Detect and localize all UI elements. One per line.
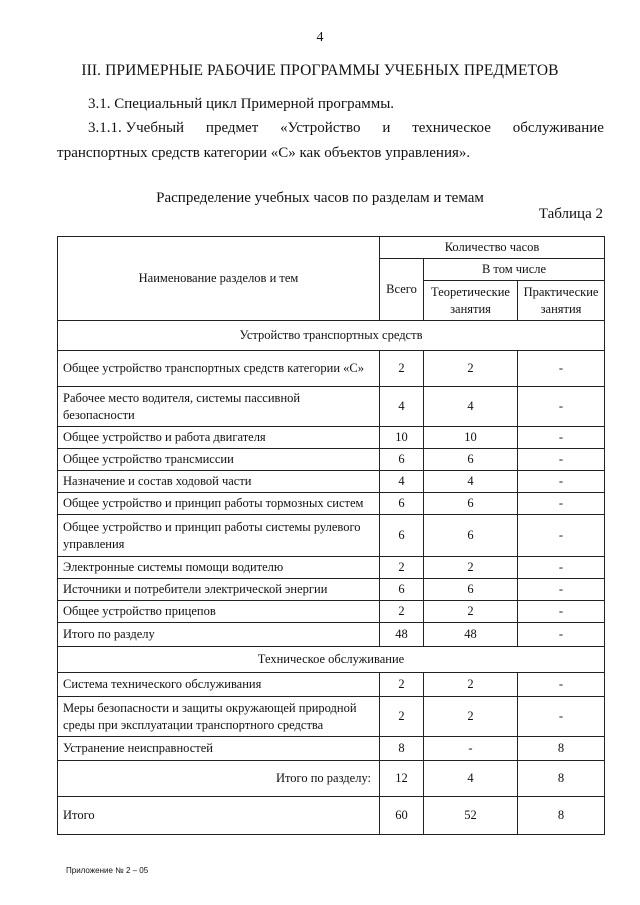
header-total: Всего [380,259,424,321]
subtotal-row [58,761,605,797]
row-practice: - [518,579,605,601]
row-total: 10 [380,427,424,449]
table-row [58,579,605,601]
grand-total-label: Итого [58,797,380,835]
row-name: Система технического обслуживания [58,673,380,697]
table-label: Таблица 2 [538,206,603,222]
row-practice: - [518,449,605,471]
page-number: 4 [316,30,324,45]
table-row [58,601,605,623]
subject-word: предмет [205,120,259,136]
row-practice: - [518,427,605,449]
subtotal-label: Итого по разделу: [58,761,380,797]
grand-total-total: 60 [380,797,424,835]
table-row [58,737,605,761]
table-row [58,449,605,471]
row-name: Итого по разделу [58,623,380,647]
row-name: Электронные системы помощи водителю [58,557,380,579]
distribution-caption: Распределение учебных часов по разделам и темам [156,190,484,206]
row-practice: - [518,601,605,623]
subtotal-theory: 4 [424,761,518,797]
row-name: Назначение и состав ходовой части [58,471,380,493]
row-theory: 10 [424,427,518,449]
header-practice: Практические занятия [518,281,605,321]
row-total: 2 [380,697,424,737]
row-theory: 4 [424,387,518,427]
row-total: 2 [380,673,424,697]
table-row [58,387,605,427]
subtotal-total: 12 [380,761,424,797]
header-hours: Количество часов [380,237,605,259]
table-row [58,623,605,647]
subject-word: техническое [412,120,491,136]
row-practice: - [518,493,605,515]
row-total: 4 [380,471,424,493]
row-total: 2 [380,557,424,579]
row-name: Общее устройство и работа двигателя [58,427,380,449]
header-including: В том числе [424,259,605,281]
table-row [58,673,605,697]
grand-total-row [58,797,605,835]
row-total: 6 [380,515,424,557]
row-theory: 6 [424,449,518,471]
header-name: Наименование разделов и тем [58,237,380,321]
row-practice: - [518,471,605,493]
subsection-heading: 3.1. Специальный цикл Примерной программы. [88,96,395,112]
subject-word: и [382,120,391,136]
row-total: 6 [380,579,424,601]
row-name: Общее устройство трансмиссии [58,449,380,471]
row-practice: - [518,673,605,697]
row-theory: - [424,737,518,761]
header-theory: Теоретические занятия [424,281,518,321]
row-name: Общее устройство транспортных средств категории «С» [58,351,380,387]
footer-note: Приложение № 2 – 05 [66,866,149,875]
row-total: 48 [380,623,424,647]
section-heading: Устройство транспортных средств [58,321,605,351]
table-row [58,557,605,579]
row-theory: 48 [424,623,518,647]
table-row [58,697,605,737]
row-theory: 2 [424,351,518,387]
row-name: Общее устройство и принцип работы тормозных систем [58,493,380,515]
table-row [58,493,605,515]
row-theory: 2 [424,697,518,737]
table-row [58,427,605,449]
row-total: 2 [380,601,424,623]
subject-word: «Устройство [280,120,361,136]
row-total: 6 [380,449,424,471]
row-name: Меры безопасности и защиты окружающей природной среды при эксплуатации транспортного средства [58,697,380,737]
grand-total-practice: 8 [518,797,605,835]
row-theory: 2 [424,673,518,697]
row-total: 8 [380,737,424,761]
row-practice: - [518,351,605,387]
subject-word: 3.1.1. Учебный [88,120,185,136]
row-theory: 6 [424,493,518,515]
row-practice: 8 [518,737,605,761]
row-name: Устранение неисправностей [58,737,380,761]
row-total: 2 [380,351,424,387]
row-name: Общее устройство прицепов [58,601,380,623]
row-theory: 6 [424,579,518,601]
row-practice: - [518,387,605,427]
row-theory: 2 [424,601,518,623]
row-theory: 4 [424,471,518,493]
table-row [58,471,605,493]
table-row [58,515,605,557]
row-practice: - [518,515,605,557]
subject-heading-line1 [88,120,604,137]
row-name: Рабочее место водителя, системы пассивной безопасности [58,387,380,427]
row-total: 6 [380,493,424,515]
row-theory: 6 [424,515,518,557]
row-name: Общее устройство и принцип работы системы рулевого управления [58,515,380,557]
section-title: III. ПРИМЕРНЫЕ РАБОЧИЕ ПРОГРАММЫ УЧЕБНЫХ ПРЕДМЕТОВ [81,62,559,79]
row-practice: - [518,623,605,647]
grand-total-theory: 52 [424,797,518,835]
row-practice: - [518,697,605,737]
subtotal-practice: 8 [518,761,605,797]
subject-word: обслуживание [512,120,604,136]
hours-table [57,236,605,835]
row-theory: 2 [424,557,518,579]
table-row [58,351,605,387]
row-name: Источники и потребители электрической энергии [58,579,380,601]
row-practice: - [518,557,605,579]
section-heading: Техническое обслуживание [58,647,605,673]
row-total: 4 [380,387,424,427]
subject-heading-line2: транспортных средств категории «С» как объектов управления». [57,145,471,161]
